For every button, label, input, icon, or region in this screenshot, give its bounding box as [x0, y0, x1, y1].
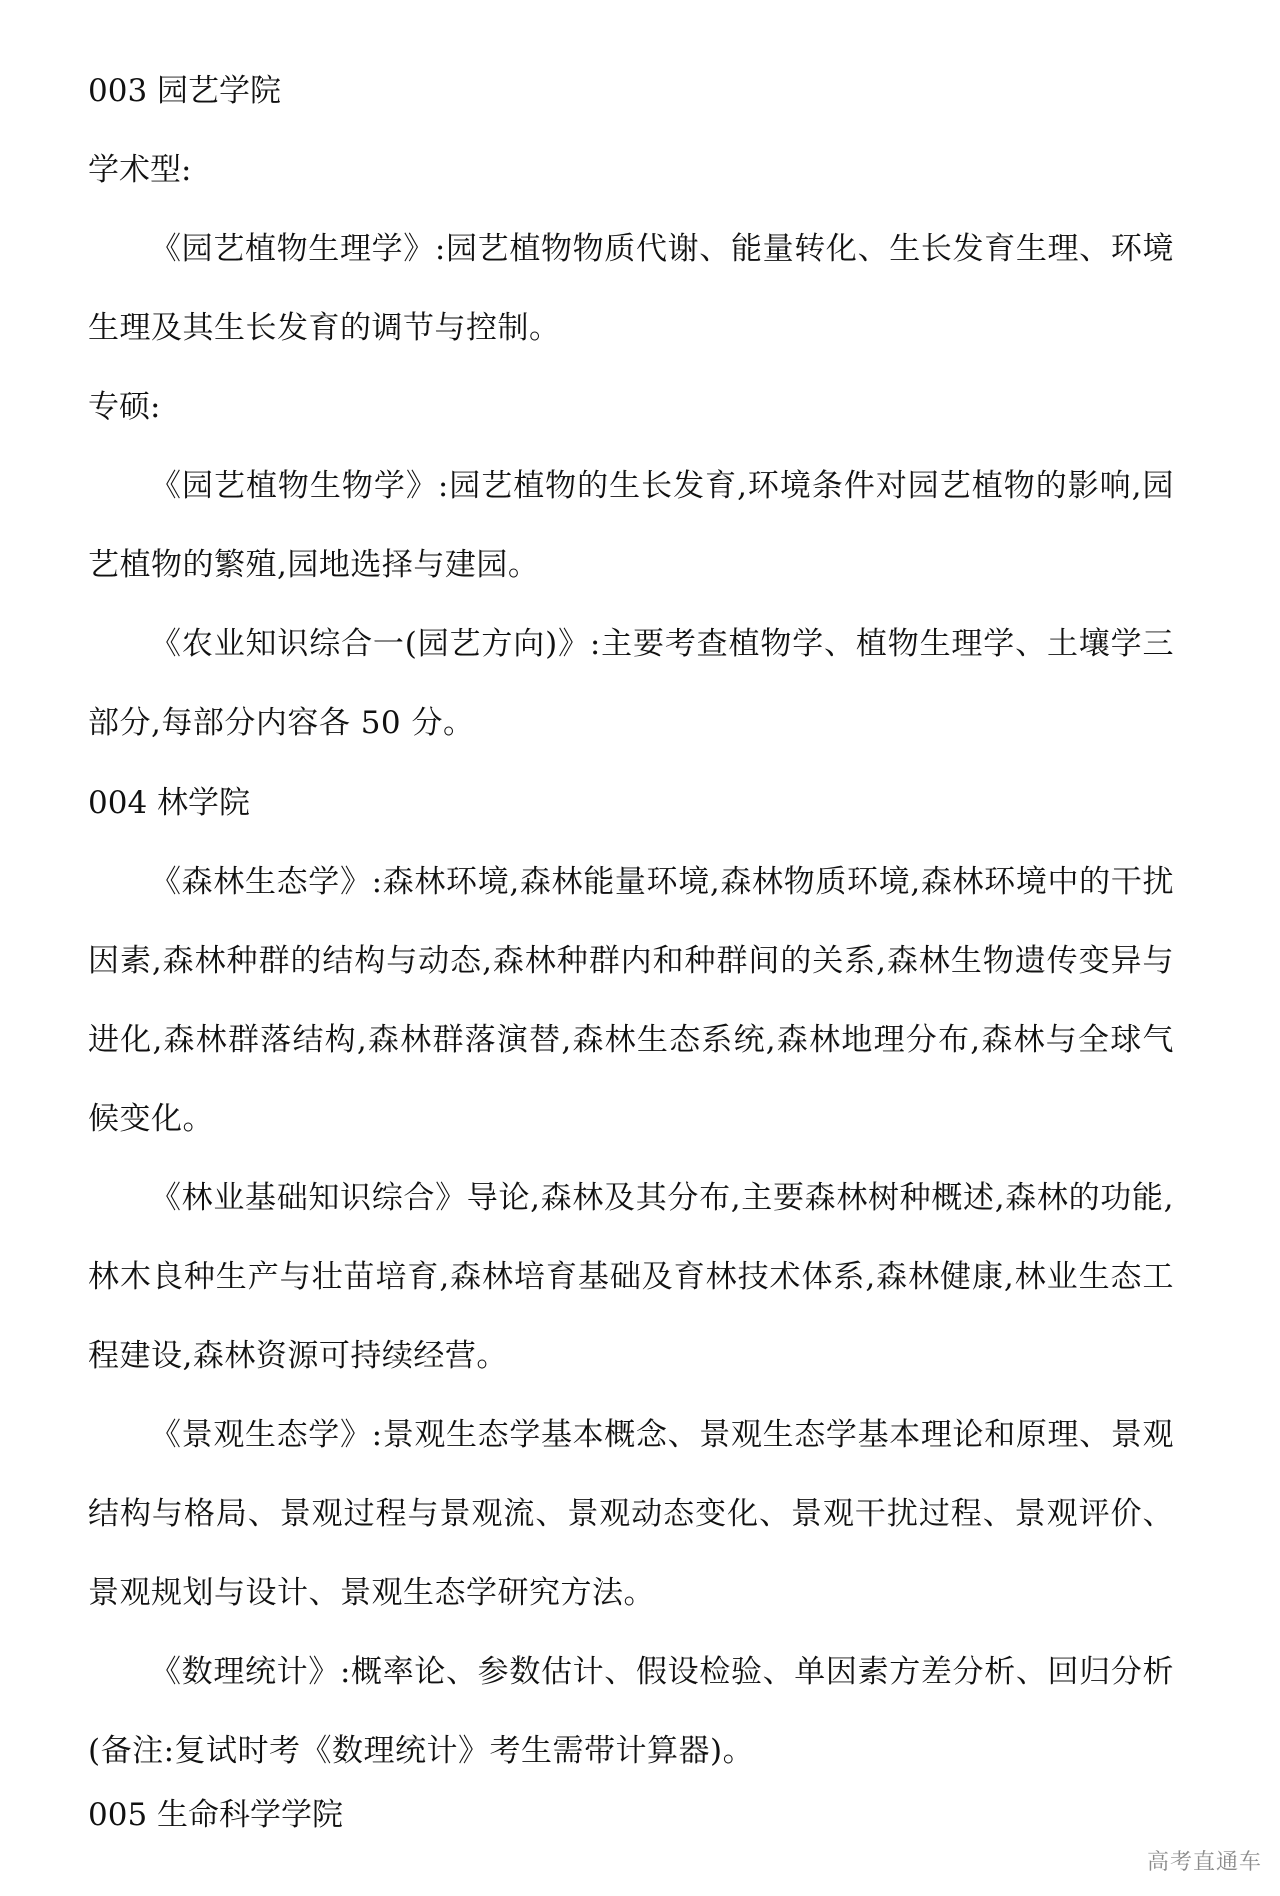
watermark: 高考直通车 — [1146, 1850, 1262, 1875]
section-title: 004 林学院 — [88, 785, 251, 821]
course-description-forest-ecology: 《森林生态学》:森林环境,森林能量环境,森林物质环境,森林环境中的干扰因素,森林种群的结构与动态,森林种群内和种群间的关系,森林生物遗传变异与进化,森林群落结构,森林群落演替,森林生态系统,森林地理分布,森林与全球气候变化。 — [88, 864, 1174, 1137]
professional-course-description-2: 《农业知识综合一(园艺方向)》:主要考查植物学、植物生理学、土壤学三部分,每部分内容各 50 分。 — [88, 626, 1174, 741]
course-description-statistics: 《数理统计》:概率论、参数估计、假设检验、单因素方差分析、回归分析(备注:复试时考《数理统计》考生需带计算器)。 — [88, 1654, 1174, 1769]
professional-course-description-1: 《园艺植物生物学》:园艺植物的生长发育,环境条件对园艺植物的影响,园艺植物的繁殖,园地选择与建园。 — [88, 468, 1174, 583]
section-title: 003 园艺学院 — [88, 73, 282, 109]
academic-course-description: 《园艺植物生理学》:园艺植物物质代谢、能量转化、生长发育生理、环境生理及其生长发育的调节与控制。 — [88, 231, 1174, 346]
section-horticulture — [88, 52, 1174, 763]
professional-label: 专硕: — [88, 389, 161, 425]
academic-label: 学术型: — [88, 152, 192, 188]
course-description-landscape-ecology: 《景观生态学》:景观生态学基本概念、景观生态学基本理论和原理、景观结构与格局、景观过程与景观流、景观动态变化、景观干扰过程、景观评价、景观规划与设计、景观生态学研究方法。 — [88, 1417, 1174, 1611]
section-title: 005 生命科学学院 — [88, 1797, 344, 1833]
section-forestry — [88, 764, 1174, 1791]
course-description-forestry-basics: 《林业基础知识综合》导论,森林及其分布,主要森林树种概述,森林的功能,林木良种生产与壮苗培育,森林培育基础及育林技术体系,森林健康,林业生态工程建设,森林资源可持续经营。 — [88, 1180, 1174, 1374]
section-life-science — [88, 1776, 1174, 1855]
